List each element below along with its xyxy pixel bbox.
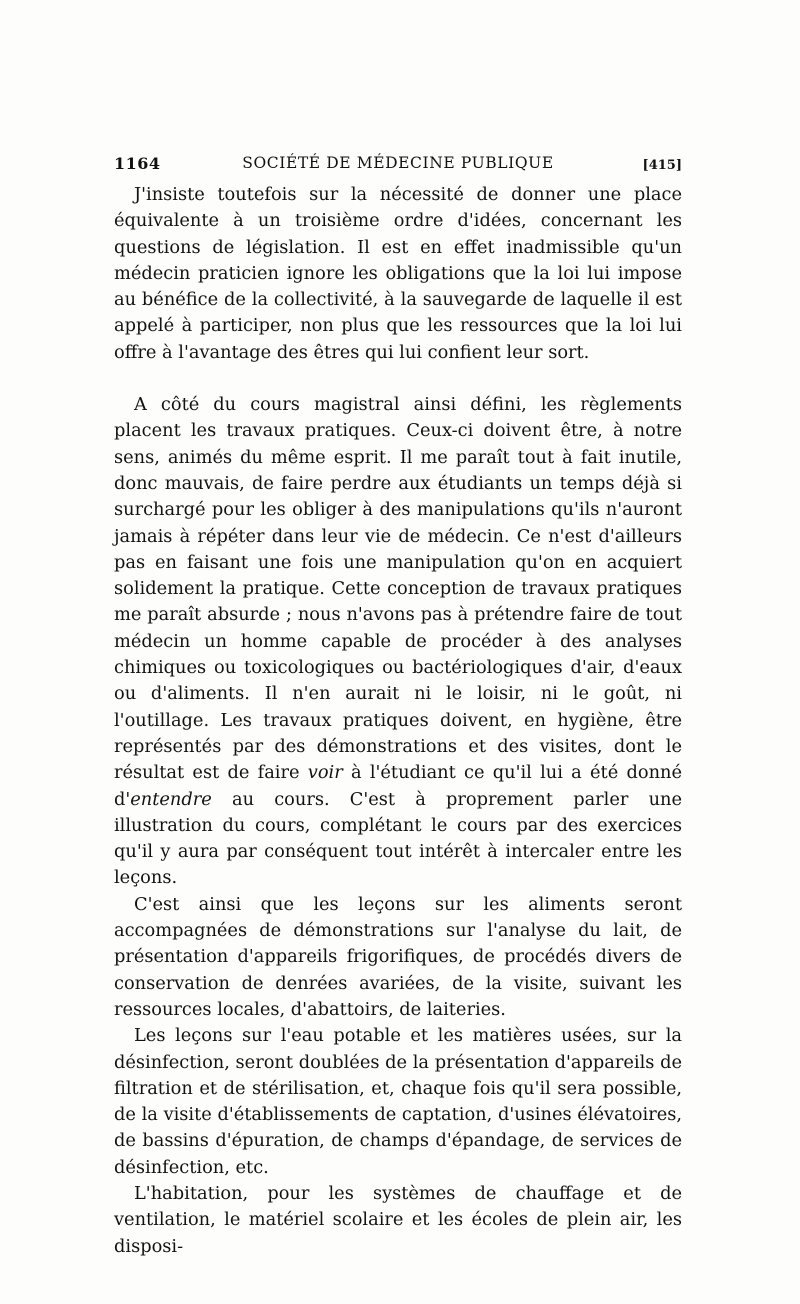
paragraph-segment: à l'étudiant ce qu'il lui a été donné d': [114, 762, 682, 810]
emphasis-entendre: entendre: [130, 788, 212, 810]
running-title: SOCIÉTÉ DE MÉDECINE PUBLIQUE: [242, 154, 554, 172]
paragraph-legislation: J'insiste toutefois sur la nécessité de donner une place équivalente à un troisième ordre d'idées, concernant les questions de législation. Il est en effet inadmissible qu'un médecin praticien ignore les obligations que la loi lui impose au bénéfice de la collectivité, à la sauvegarde de laquelle il est appelé à participer, non plus que les ressources que la loi lui offre à l'avantage des êtres qui lui confient leur sort.: [114, 184, 682, 363]
page-header: [114, 150, 682, 180]
paragraph-travaux-pratiques: [114, 392, 682, 892]
emphasis-voir: voir: [307, 762, 343, 784]
paragraph-segment: A côté du cours magistral ainsi défini, les règlements placent les travaux pratiques. Ceux-ci doivent être, à notre sens, animés du même esprit. Il me paraît tout à fait inutile, donc mauvais, de faire perdre aux étudiants un temps déjà si surchargé pour les obliger à des manipulations qu'ils n'auront jamais à répéter dans leur vie de médecin. Ce n'est d'ailleurs pas en faisant une fois une manipulation qu'on en acquiert solidement la pratique. Cette conception de travaux pratiques me paraît absurde ; nous n'avons pas à prétendre faire de tout médecin un homme capable de procéder à des analyses chimiques ou toxicologiques ou bactériologiques d'air, d'eaux ou d'aliments. Il n'en aurait ni le loisir, ni le goût, ni l'outillage. Les travaux pratiques doivent, en hygiène, être représentés par des démonstrations et des visites, dont le résultat est de faire: [114, 394, 682, 784]
paragraph-aliments: C'est ainsi que les leçons sur les aliments seront accompagnées de démonstrations sur l'analyse du lait, de présentation d'appareils frigorifiques, de procédés divers de conservation de denrées avariées, de la visite, suivant les ressources locales, d'abattoirs, de laiteries.: [114, 893, 682, 1020]
paragraph-segment: au cours. C'est à proprement parler une illustration du cours, complétant le cours par des exercices qu'il y aura par conséquent tout intérêt à intercaler entre les leçons.: [114, 788, 682, 889]
body-text: [114, 182, 682, 1260]
page-number: 1164: [114, 154, 161, 173]
paragraph-habitation: L'habitation, pour les systèmes de chauffage et de ventilation, le matériel scolaire et les écoles de plein air, les disposi-: [114, 1182, 682, 1257]
bracketed-page-number: [415]: [642, 158, 682, 173]
paragraph-eau-potable: Les leçons sur l'eau potable et les matières usées, sur la désinfection, seront doublées de la présentation d'appareils de filtration et de stérilisation, et, chaque fois qu'il sera possible, de la visite d'établissements de captation, d'usines élévatoires, de bassins d'épuration, de champs d'épandage, de services de désinfection, etc.: [114, 1025, 682, 1178]
